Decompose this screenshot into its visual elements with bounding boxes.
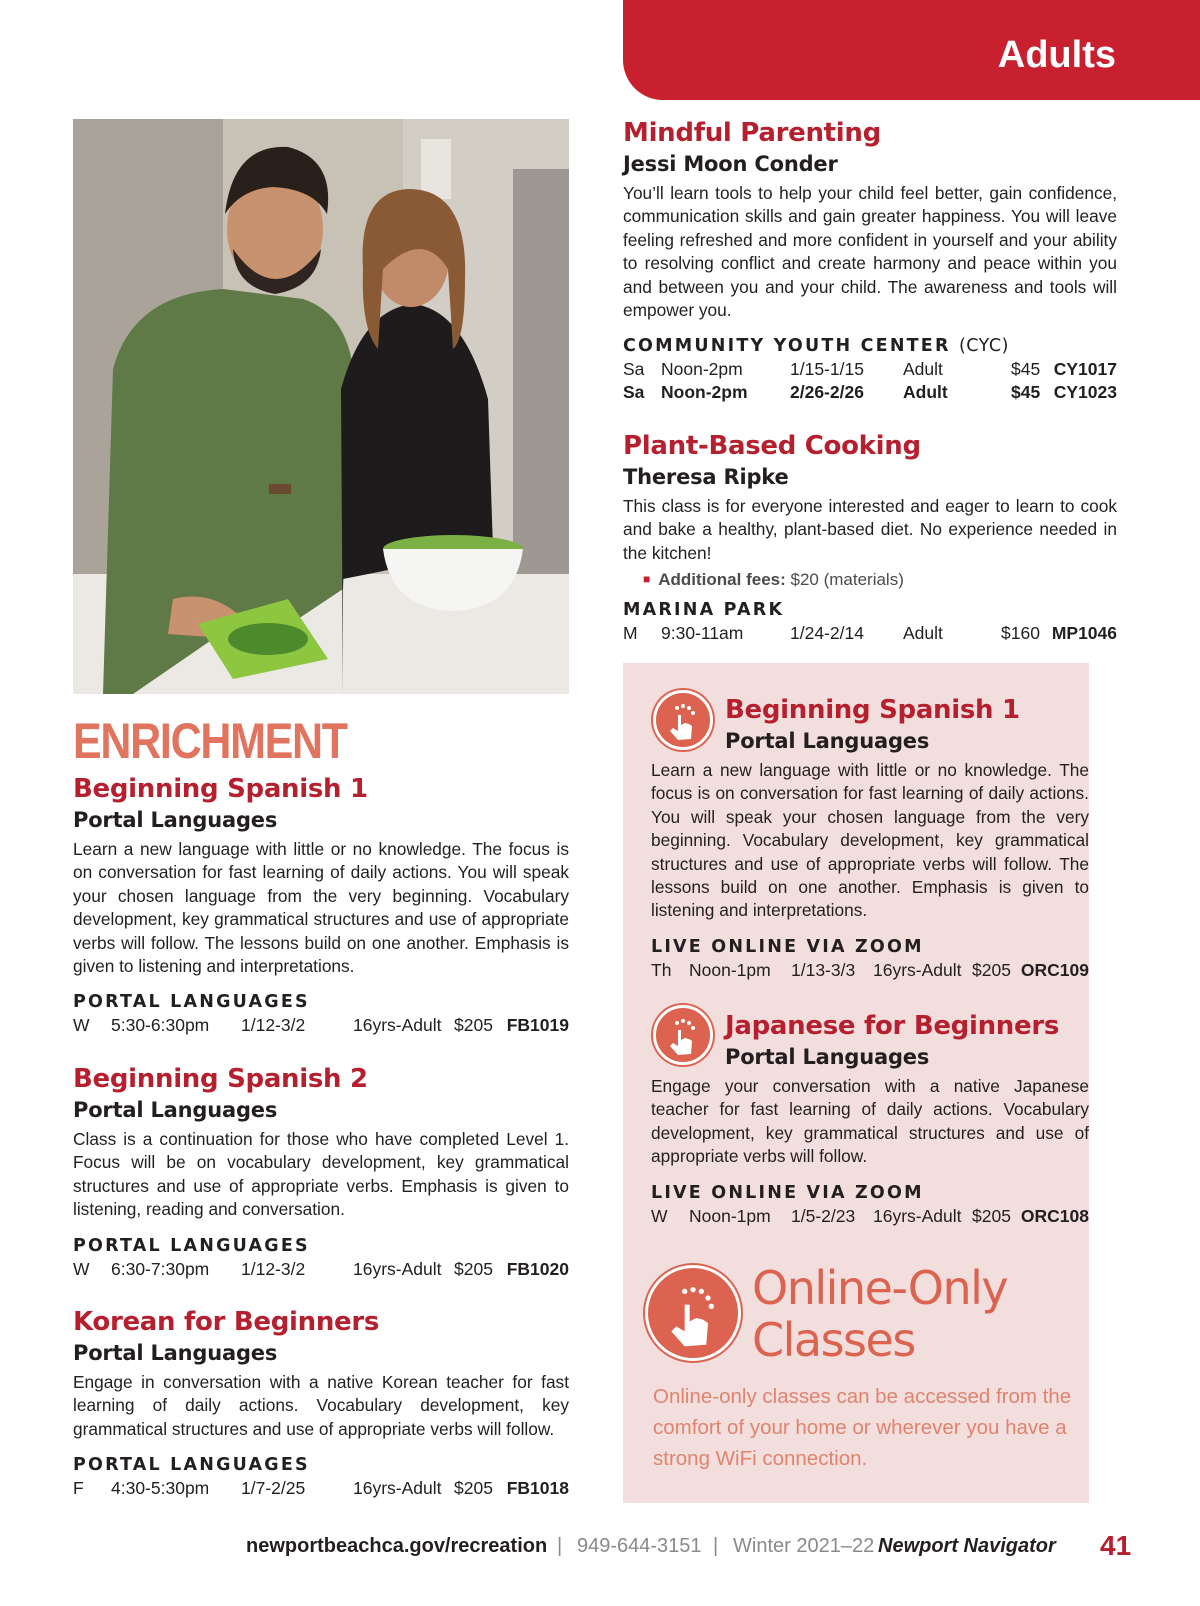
course-description: Engage in conversation with a native Korean teacher for fast learning of daily actions. Vocabulary development, key grammatical structures and use of appropriate verbs will follow. [73, 1372, 569, 1439]
course-beginning-spanish-2 [73, 1063, 569, 1281]
session-fee: $45 [1011, 382, 1041, 403]
course-code: ORC108 [1020, 1205, 1089, 1226]
bullet-icon: ■ [643, 572, 651, 587]
session-dates: 2/26-2/26 [790, 382, 864, 403]
course-instructor: Portal Languages [73, 1098, 278, 1122]
footer-separator: | [557, 1535, 563, 1557]
additional-fees [643, 567, 1117, 592]
session-row [623, 358, 1117, 381]
course-description: Learn a new language with little or no knowledge. The focus is on conversation for fast learning of daily actions. You will speak your chosen language from the very beginning. Vocabulary development, key grammatical structures and use of appropriate verbs will follow. The lessons build on one another. Emphasis is given to listening and interpretations. [651, 760, 1089, 921]
location-name: COMMUNITY YOUTH CENTER [623, 336, 951, 357]
session-dates: 1/12-3/2 [241, 1015, 306, 1036]
session-dates: 1/7-2/25 [241, 1478, 306, 1499]
online-only-title [752, 1262, 1007, 1366]
course-code: FB1019 [506, 1015, 569, 1036]
session-time: Noon-2pm [661, 359, 743, 380]
online-only-note: Online-only classes can be accessed from the comfort of your home or wherever you have a strong WiFi connection. [653, 1385, 1072, 1470]
session-row [623, 381, 1117, 404]
course-code: ORC109 [1020, 959, 1089, 980]
course-code: FB1018 [506, 1478, 569, 1499]
session-fee: $205 [454, 1258, 493, 1279]
session-age: 16yrs-Adult [353, 1258, 442, 1279]
page-number: 41 [1100, 1530, 1132, 1561]
session-time: 5:30-6:30pm [111, 1015, 210, 1036]
course-code: MP1046 [1051, 623, 1117, 644]
session-fee: $205 [454, 1478, 493, 1499]
footer-url[interactable]: newportbeachca.gov/recreation [246, 1535, 548, 1557]
session-fee: $205 [454, 1015, 493, 1036]
course-code: CY1017 [1053, 359, 1117, 380]
session-time: Noon-2pm [661, 382, 748, 403]
course-beginning-spanish-1 [73, 773, 569, 1037]
section-tab [623, 0, 1200, 100]
course-mindful-parenting [623, 117, 1117, 404]
tab-label: Adults [997, 34, 1116, 76]
session-time: Noon-1pm [689, 959, 771, 980]
session-time: Noon-1pm [689, 1205, 771, 1226]
footer-phone: 949-644-3151 [577, 1535, 702, 1557]
session-age: 16yrs-Adult [873, 959, 962, 980]
page-footer [246, 1530, 1136, 1565]
fees-label: Additional fees: [658, 570, 786, 590]
session-row [73, 1258, 569, 1281]
session-dates: 1/24-2/14 [790, 623, 864, 644]
session-dates: 1/5-2/23 [791, 1205, 856, 1226]
session-day: Sa [623, 382, 645, 403]
footer-season: Winter 2021–22 [733, 1535, 875, 1557]
course-instructor: Portal Languages [73, 808, 278, 832]
session-fee: $205 [972, 1205, 1011, 1226]
session-age: Adult [903, 359, 943, 380]
tap-hand-icon [645, 1265, 741, 1361]
course-online-beginning-spanish-1 [651, 694, 1089, 982]
course-description: You’ll learn tools to help your child feel better, gain confidence, communication skills and gain greater happiness. You will leave feeling refreshed and more confident in yourself and your ability to resolving conflict and create harmony and peace within you and between you and your child. The awareness and tools will empower you. [623, 183, 1117, 321]
session-time: 6:30-7:30pm [111, 1258, 210, 1279]
session-fee: $160 [1001, 623, 1040, 644]
session-age: 16yrs-Adult [873, 1205, 962, 1226]
session-fee: $205 [972, 959, 1011, 980]
course-korean-for-beginners [73, 1306, 569, 1500]
session-age: Adult [903, 382, 948, 403]
course-online-japanese-for-beginners [651, 1010, 1089, 1228]
online-only-title-line2: Classes [752, 1313, 915, 1367]
session-dates: 1/12-3/2 [241, 1258, 306, 1279]
course-instructor: Theresa Ripke [623, 465, 789, 489]
session-day: W [651, 1205, 668, 1226]
session-fee: $45 [1011, 359, 1041, 380]
session-row [73, 1477, 569, 1500]
cooking-class-photo [73, 119, 569, 694]
course-location: PORTAL LANGUAGES [73, 1235, 310, 1256]
course-instructor: Portal Languages [725, 1045, 930, 1069]
course-description: This class is for everyone interested and eager to learn to cook and bake a healthy, plant-based diet. No experience needed in the kitchen! [623, 496, 1117, 563]
session-dates: 1/15-1/15 [790, 359, 864, 380]
session-age: Adult [903, 623, 943, 644]
session-day: W [73, 1015, 90, 1036]
course-instructor: Jessi Moon Conder [623, 152, 838, 176]
course-description: Class is a continuation for those who have completed Level 1. Focus will be on vocabulary development, key grammatical structures and use of appropriate verbs. Emphasis is given to listening, reading and conversation. [73, 1129, 569, 1220]
footer-magazine: Newport Navigator [878, 1535, 1056, 1557]
course-location: PORTAL LANGUAGES [73, 992, 310, 1013]
location-abbr: (CYC) [958, 336, 1009, 357]
course-title: Beginning Spanish 2 [73, 1064, 368, 1094]
session-day: Sa [623, 359, 645, 380]
course-code: FB1020 [506, 1258, 569, 1279]
session-dates: 1/13-3/3 [791, 959, 856, 980]
session-row [651, 1205, 1089, 1228]
session-time: 4:30-5:30pm [111, 1478, 210, 1499]
course-description: Engage your conversation with a native Japanese teacher for fast learning of daily actions. Vocabulary development, key grammatical structures and use of appropriate verbs will follow. [651, 1076, 1089, 1167]
session-day: M [623, 623, 638, 644]
session-day: W [73, 1258, 90, 1279]
session-day: Th [651, 959, 672, 980]
course-description: Learn a new language with little or no knowledge. The focus is on conversation for fast learning of daily actions. You will speak your chosen language from the very beginning. Vocabulary development, key grammatical structures and use of appropriate verbs will follow. The lessons build on one another. Emphasis is given to listening and interpretations. [73, 839, 569, 977]
online-only-title-line1: Online-Only [752, 1261, 1008, 1315]
footer-separator: | [713, 1535, 719, 1557]
course-instructor: Portal Languages [73, 1341, 278, 1365]
course-location: PORTAL LANGUAGES [73, 1455, 310, 1476]
course-plant-based-cooking [623, 430, 1117, 645]
session-row [73, 1014, 569, 1037]
course-title: Japanese for Beginners [725, 1011, 1060, 1041]
course-location: LIVE ONLINE VIA ZOOM [651, 936, 924, 957]
session-row [623, 622, 1117, 645]
course-title: Plant-Based Cooking [623, 431, 921, 461]
session-age: 16yrs-Adult [353, 1015, 442, 1036]
course-location: MARINA PARK [623, 600, 785, 621]
session-time: 9:30-11am [661, 623, 744, 644]
section-title-enrichment: ENRICHMENT [73, 713, 347, 769]
course-title: Mindful Parenting [623, 118, 881, 148]
session-day: F [73, 1478, 84, 1499]
session-age: 16yrs-Adult [353, 1478, 442, 1499]
fees-value: $20 (materials) [790, 570, 904, 590]
course-location: LIVE ONLINE VIA ZOOM [651, 1182, 924, 1203]
course-code: CY1023 [1053, 382, 1117, 403]
course-title: Beginning Spanish 1 [725, 695, 1020, 725]
course-instructor: Portal Languages [725, 729, 930, 753]
session-row [651, 959, 1089, 982]
course-title: Korean for Beginners [73, 1307, 380, 1337]
course-location [623, 334, 1117, 358]
course-title: Beginning Spanish 1 [73, 774, 368, 804]
